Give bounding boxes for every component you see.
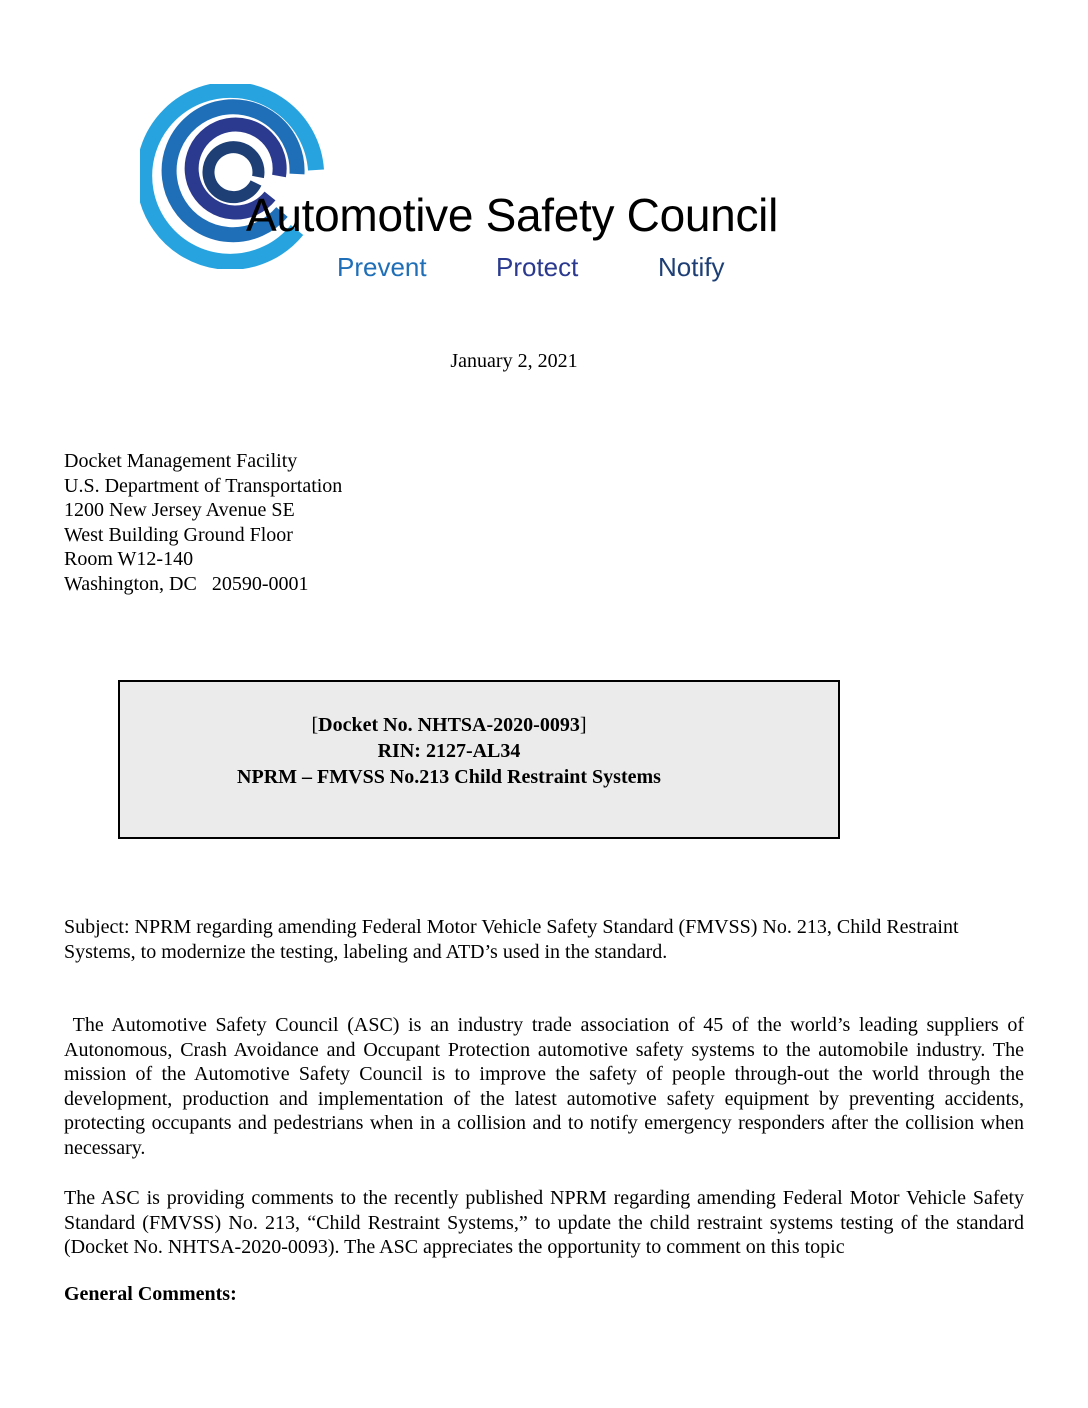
comments-paragraph: The ASC is providing comments to the recently published NPRM regarding amending Federal Motor Vehicle Safety Standard (FMVSS) No. 213, “Child Restraint Systems,” to update the child restraint systems testing of the standard (Docket No. NHTSA-2020-0093). The ASC appreciates the opportunity to comment on this topic — [64, 1187, 1024, 1259]
docket-id: Docket No. NHTSA-2020-0093 — [318, 714, 580, 736]
docket-title: NPRM – FMVSS No.213 Child Restraint Systems — [237, 766, 661, 788]
section-heading: General Comments: — [64, 1283, 237, 1305]
organization-name: Automotive Safety Council — [246, 189, 778, 241]
bracket-close: ] — [579, 714, 587, 736]
docket-number — [60, 712, 838, 738]
tagline-prevent: Prevent — [337, 252, 427, 282]
intro-paragraph: The Automotive Safety Council (ASC) is an industry trade association of 45 of the world’s leading suppliers of Autonomous, Crash Avoidance and Occupant Protection automotive safety systems to the automobile industry. The mission of the Automotive Safety Council is to improve the safety of people through-out the world through the development, production and implementation of the latest automotive safety equipment by preventing accidents, protecting occupants and pedestrians when in a collision and to notify emergency responders after the collision when necessary. — [64, 1014, 1029, 1159]
tagline-notify: Notify — [658, 252, 725, 282]
docket-box — [118, 680, 840, 839]
rin-number: RIN: 2127-AL34 — [377, 740, 521, 762]
recipient-address — [64, 449, 342, 596]
address-line: 1200 New Jersey Avenue SE — [64, 499, 295, 521]
bracket-open: [ — [311, 714, 319, 736]
address-line: Room W12-140 — [64, 548, 194, 570]
address-line: U.S. Department of Transportation — [64, 474, 343, 497]
letter-date: January 2, 2021 — [450, 350, 578, 372]
tagline-protect: Protect — [496, 252, 579, 282]
address-line: West Building Ground Floor — [64, 523, 293, 546]
address-line: Washington, DC 20590-0001 — [64, 572, 309, 595]
subject-line: Subject: NPRM regarding amending Federal Motor Vehicle Safety Standard (FMVSS) No. 213, Child Restraint Systems, to modernize the testing, labeling and ATD’s used in the standard. — [64, 916, 959, 963]
address-line: Docket Management Facility — [64, 450, 298, 472]
